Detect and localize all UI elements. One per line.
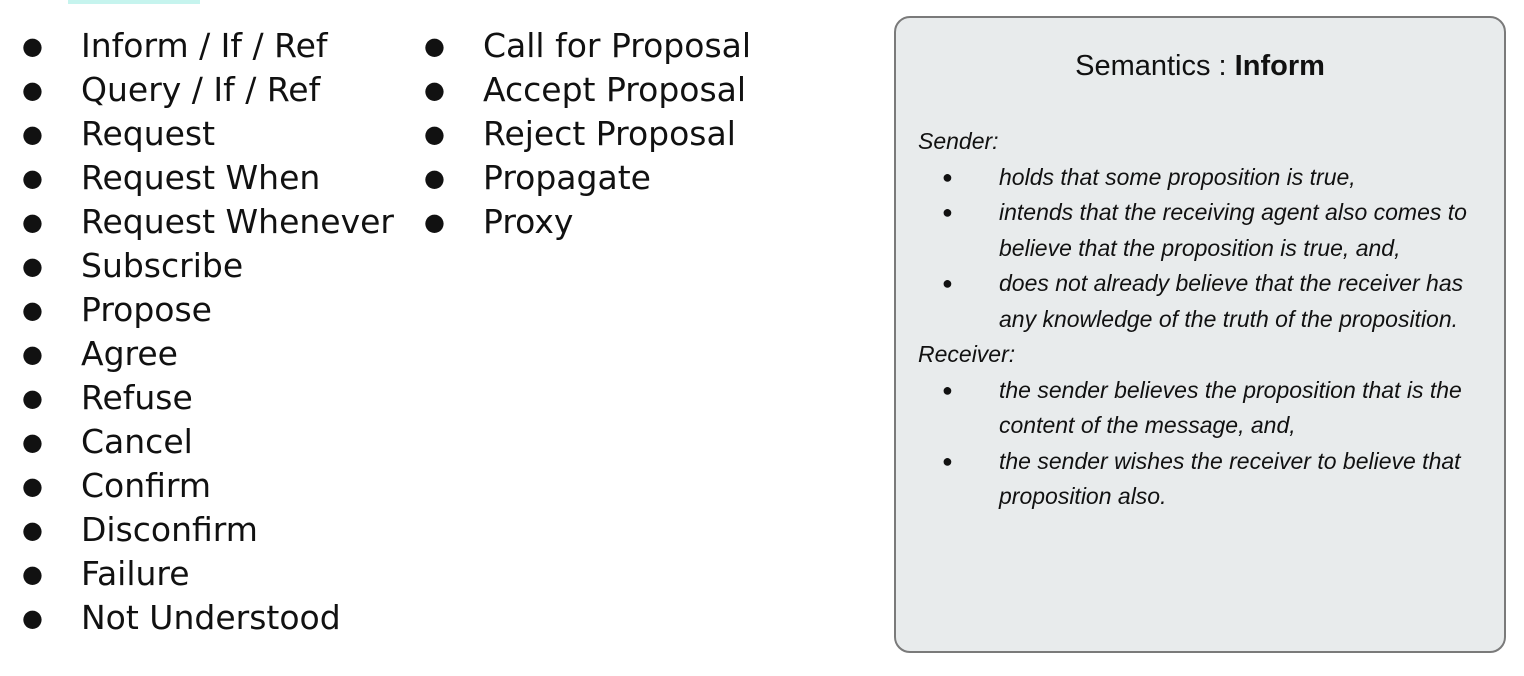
bullet-icon: ●: [22, 76, 43, 104]
bullet-icon: ●: [424, 32, 445, 60]
list-item-label: Subscribe: [81, 246, 244, 285]
bullet-icon: ●: [424, 208, 445, 236]
list-item-text: the sender believes the proposition that is the content of the message, and,: [999, 376, 1462, 438]
card-title: [896, 50, 1504, 83]
list-item-text: holds that some proposition is true,: [999, 163, 1356, 190]
card-title-prefix: Semantics :: [1075, 50, 1235, 82]
list-item: [918, 195, 1490, 266]
list-item: [918, 266, 1490, 337]
list-item: [918, 444, 1490, 515]
list-item: [918, 160, 1490, 196]
bullet-icon: ●: [942, 202, 953, 222]
bullet-icon: ●: [22, 252, 43, 280]
bullet-icon: ●: [22, 208, 43, 236]
list-item-label: Propagate: [483, 158, 651, 197]
bullet-icon: ●: [22, 472, 43, 500]
bullet-icon: ●: [22, 296, 43, 324]
bullet-icon: ●: [22, 120, 43, 148]
list-item-label: Request Whenever: [81, 202, 395, 241]
list-item-label: Failure: [81, 554, 190, 593]
bullet-icon: ●: [22, 164, 43, 192]
list-item-label: Request: [81, 114, 216, 153]
list-item-text: intends that the receiving agent also comes to believe that the proposition is true, and,: [999, 199, 1467, 261]
list-item-label: Query / If / Ref: [81, 70, 321, 109]
list-item-label: Propose: [81, 290, 212, 329]
card-title-performative: Inform: [1234, 50, 1325, 82]
bullet-icon: ●: [22, 560, 43, 588]
accent-bar: [68, 0, 200, 4]
bullet-icon: ●: [22, 516, 43, 544]
list-item-label: Inform / If / Ref: [81, 26, 328, 65]
sender-label: Sender:: [918, 128, 999, 154]
list-item-label: Request When: [81, 158, 321, 197]
bullet-icon: ●: [22, 340, 43, 368]
list-item: [918, 373, 1490, 444]
bullet-icon: ●: [942, 166, 953, 187]
list-item-label: Agree: [81, 334, 178, 373]
bullet-icon: ●: [22, 384, 43, 412]
list-item-label: Confirm: [81, 466, 212, 505]
bullet-icon: ●: [22, 32, 43, 60]
sender-list: [918, 160, 1490, 338]
bullet-icon: ●: [942, 450, 953, 471]
receiver-list: [918, 373, 1490, 515]
bullet-icon: ●: [424, 76, 445, 104]
bullet-icon: ●: [424, 120, 445, 148]
semantics-card: [894, 16, 1506, 653]
receiver-label: Receiver:: [918, 341, 1016, 367]
list-item-label: Proxy: [483, 202, 574, 241]
list-item-label: Call for Proposal: [483, 26, 752, 65]
list-item-label: Cancel: [81, 422, 193, 461]
list-item-label: Reject Proposal: [483, 114, 736, 153]
list-item-label: Not Understood: [81, 598, 341, 637]
list-item-label: Accept Proposal: [483, 70, 747, 109]
bullet-icon: ●: [942, 273, 953, 293]
bullet-icon: ●: [22, 428, 43, 456]
list-item-label: Refuse: [81, 378, 193, 417]
bullet-icon: ●: [942, 379, 953, 400]
list-item-text: does not already believe that the receiver has any knowledge of the truth of the proposition.: [999, 270, 1464, 332]
list-item-text: the sender wishes the receiver to believe that proposition also.: [999, 447, 1461, 509]
bullet-icon: ●: [424, 164, 445, 192]
bullet-icon: ●: [22, 604, 43, 632]
list-item-label: Disconfirm: [81, 510, 258, 549]
card-body: [918, 124, 1490, 515]
